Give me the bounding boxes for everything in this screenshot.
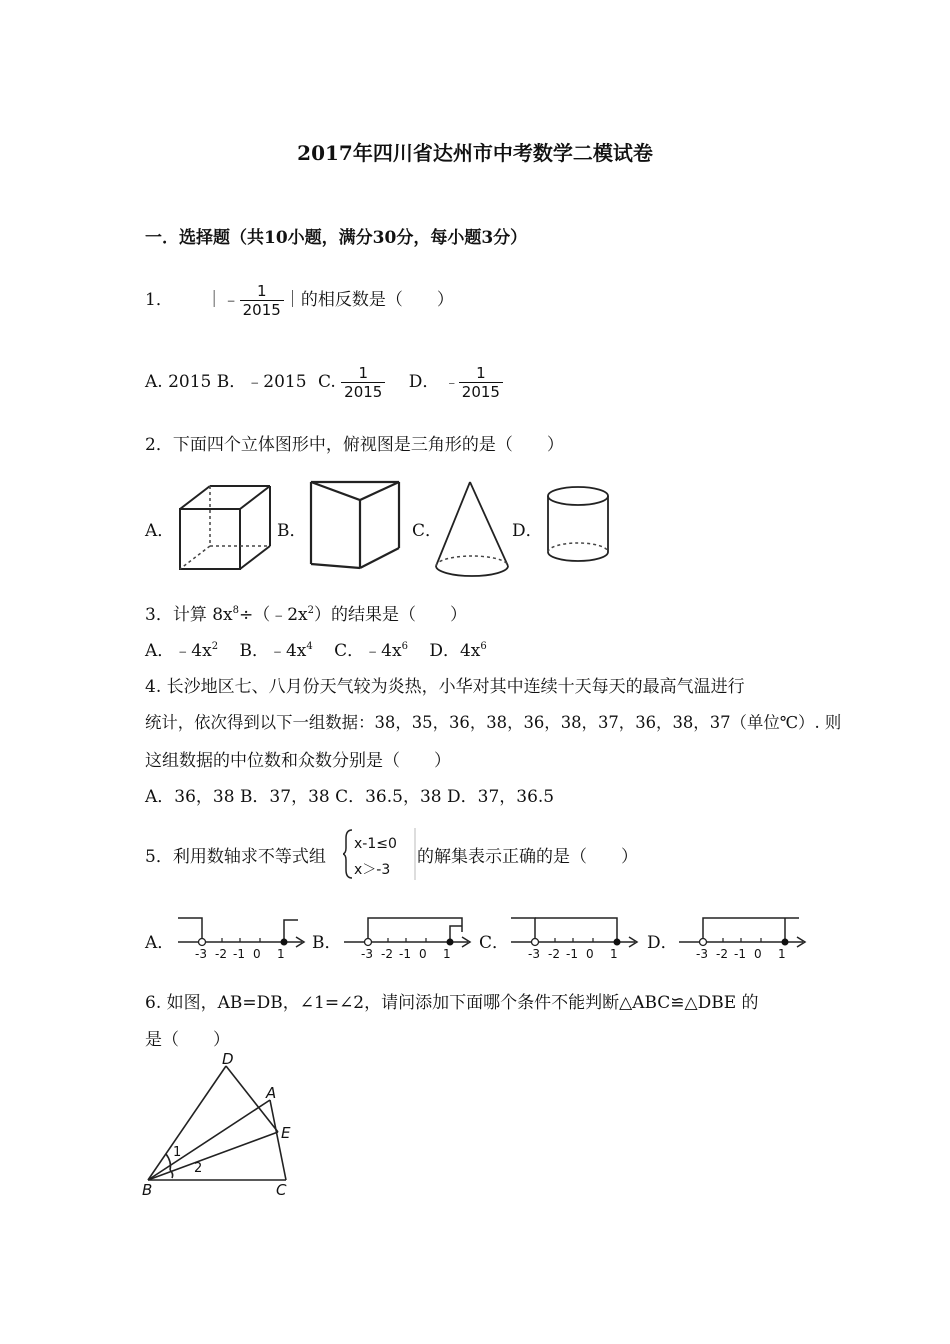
q2-label-c: C． <box>412 521 443 541</box>
q3-text-pre: 3．计算 8x <box>145 605 233 625</box>
tick-label: 0 <box>586 947 594 961</box>
q3-exp-1: 8 <box>232 605 239 616</box>
tick-label: -1 <box>734 947 746 961</box>
tick-label: -2 <box>215 947 227 961</box>
cube-figure <box>176 482 276 574</box>
tick-label: 1 <box>610 947 618 961</box>
q1-abs-open: ｜﹣ <box>205 290 240 310</box>
open-endpoint <box>532 939 539 946</box>
tick-label: -1 <box>399 947 411 961</box>
q3-options <box>145 636 487 661</box>
q2-label-a: A． <box>145 521 175 541</box>
point-e: E <box>281 1124 291 1142</box>
open-endpoint <box>700 939 707 946</box>
solution-bracket <box>511 918 535 942</box>
prism-figure <box>305 478 405 572</box>
tick-label: -2 <box>716 947 728 961</box>
question-1 <box>145 282 454 319</box>
tick-label: 0 <box>419 947 427 961</box>
closed-endpoint <box>281 939 288 946</box>
q1-option-d: D． <box>408 372 440 392</box>
q3-option-d: D．$4x^6$ <box>429 641 487 661</box>
q3-text-tail: ）的结果是（ ） <box>314 605 468 625</box>
open-endpoint <box>199 939 206 946</box>
q1-number: 1． <box>145 290 173 310</box>
q4-options: A．36，38 B．37，38 C．36.5，38 D．37，36.5 <box>145 787 555 807</box>
cone-figure <box>432 478 512 582</box>
tick-label: -3 <box>696 947 708 961</box>
section-heading: 一．选择题（共10小题，满分30分，每小题3分） <box>145 228 528 248</box>
tick-label: 0 <box>754 947 762 961</box>
q1-option-b: B．﹣2015 <box>216 372 307 392</box>
number-line-b <box>338 912 476 962</box>
q1-option-d-fraction: $\frac{1}{2015}$ <box>459 364 503 401</box>
q3-text-mid: ÷（﹣2x <box>239 605 308 625</box>
question-3 <box>145 600 467 625</box>
tick-label: -3 <box>195 947 207 961</box>
inequality-system <box>343 826 417 882</box>
q5-text-tail: 的解集表示正确的是（ ） <box>417 847 638 867</box>
q4-line-1: 4. 长沙地区七、八月份天气较为炎热，小华对其中连续十天每天的最高气温进行 <box>145 677 745 697</box>
q5-label-c: C． <box>479 933 510 953</box>
q1-fraction: $\frac{1}{2015}$ <box>240 282 284 319</box>
q1-option-c-fraction: $\frac{1}{2015}$ <box>341 364 385 401</box>
triangle-figure <box>140 1052 300 1198</box>
q2-label-d: D． <box>512 521 543 541</box>
closed-endpoint <box>782 939 789 946</box>
q1-abs-close: ｜ <box>283 290 301 310</box>
point-a: A <box>266 1084 277 1102</box>
number-line-a <box>172 912 310 962</box>
q3-option-b: B．$﹣4x^4$ <box>239 641 313 661</box>
solution-bracket <box>535 918 617 942</box>
q3-option-a: A．$﹣4x^2$ <box>145 641 219 661</box>
point-d: D <box>222 1052 234 1068</box>
q6-line-1: 6. 如图，AB=DB，∠1=∠2，请问添加下面哪个条件不能判断△ABC≌△DBE 的 <box>145 993 759 1013</box>
tick-label: -2 <box>381 947 393 961</box>
angle-1-label: 1 <box>173 1145 182 1160</box>
q5-label-d: D． <box>647 933 678 953</box>
q1-option-c: C. <box>317 372 336 392</box>
solution-bracket <box>284 920 298 942</box>
number-line-c <box>505 912 643 962</box>
closed-endpoint <box>447 939 454 946</box>
q1-option-d-sign: ﹣ <box>444 375 459 391</box>
tick-label: 1 <box>443 947 451 961</box>
q5-label-b: B． <box>312 933 342 953</box>
tick-label: 1 <box>277 947 285 961</box>
q3-option-c: C．$﹣4x^6$ <box>334 641 408 661</box>
q6-line-2: 是（ ） <box>145 1030 230 1050</box>
tick-label: -3 <box>361 947 373 961</box>
solution-bracket <box>368 918 462 942</box>
number-line-d <box>673 912 811 962</box>
tick-label: -3 <box>528 947 540 961</box>
tick-label: -2 <box>548 947 560 961</box>
page-title: 2017年四川省达州市中考数学二模试卷 <box>297 141 653 165</box>
q4-line-2: 统计，依次得到以下一组数据：38，35，36，38，36，38，37，36，38，37（单位℃）. 则 <box>145 713 842 732</box>
angle-2-label: 2 <box>194 1161 203 1176</box>
q5-label-a: A． <box>145 933 175 953</box>
cylinder-figure <box>543 482 615 570</box>
solution-bracket <box>178 918 202 942</box>
tick-label: -1 <box>233 947 245 961</box>
inequality-1: x-1≤0 <box>354 836 397 852</box>
q2-label-b: B． <box>277 521 307 541</box>
q1-options <box>145 364 503 401</box>
closed-endpoint <box>614 939 621 946</box>
q5-text-pre: 5．利用数轴求不等式组 <box>145 847 326 867</box>
tick-label: -1 <box>566 947 578 961</box>
q4-line-3: 这组数据的中位数和众数分别是（ ） <box>145 751 451 771</box>
point-b: B <box>142 1181 153 1198</box>
point-c: C <box>276 1181 287 1198</box>
q3-exp-2: 2 <box>307 605 315 616</box>
q1-text: 的相反数是（ ） <box>300 290 454 310</box>
open-endpoint <box>365 939 372 946</box>
q1-option-a: A. 2015 <box>145 372 212 392</box>
inequality-2: x＞-3 <box>354 862 391 878</box>
tick-label: 1 <box>778 947 786 961</box>
question-2: 2．下面四个立体图形中，俯视图是三角形的是（ ） <box>145 435 564 455</box>
tick-label: 0 <box>253 947 261 961</box>
